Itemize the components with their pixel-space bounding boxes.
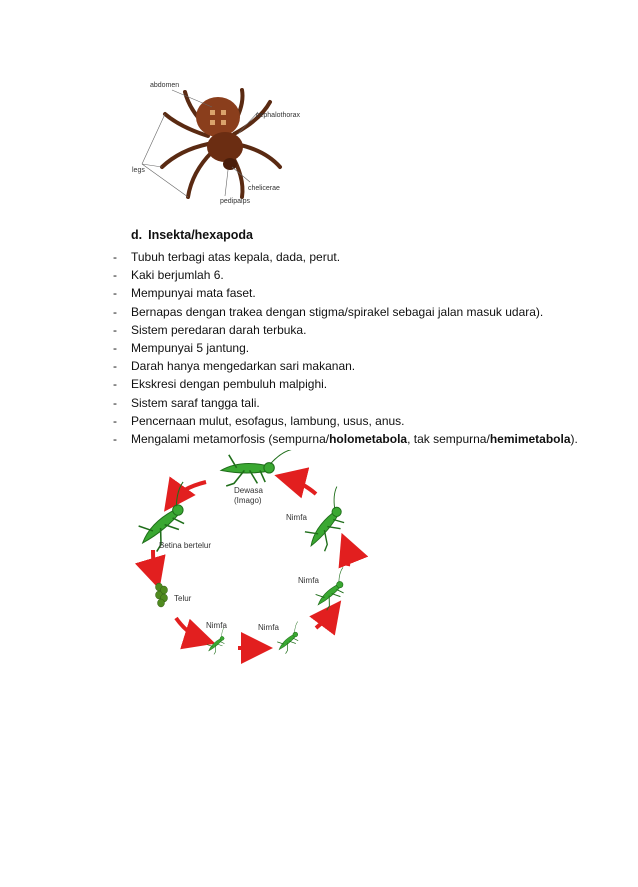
list-item <box>113 284 583 302</box>
egg-cluster-icon <box>156 583 168 607</box>
list-item-text: Darah hanya mengedarkan sari makanan. <box>131 359 356 374</box>
label-nymph-1: Nimfa <box>206 621 227 630</box>
label-nymph-2: Nimfa <box>258 623 279 632</box>
label-nymph-4: Nimfa <box>286 513 307 522</box>
characteristics-list <box>113 248 583 448</box>
list-item <box>113 303 583 321</box>
metamorphosis-text-1: Mengalami metamorfosis (sempurna/ <box>131 432 330 447</box>
label-egg: Telur <box>174 594 192 603</box>
list-item-text: Tubuh terbagi atas kepala, dada, perut. <box>131 250 341 264</box>
arrow-nymph3-to-nymph4 <box>346 544 349 566</box>
list-dash: - <box>113 250 117 264</box>
spider-anatomy-figure <box>130 72 310 208</box>
section-title: Insekta/hexapoda <box>148 228 254 242</box>
list-dash: - <box>113 359 117 374</box>
label-cephalothorax: cephalothorax <box>256 112 300 119</box>
list-item <box>113 248 583 266</box>
list-item <box>113 266 583 284</box>
label-legs: legs <box>132 167 145 174</box>
nymph-3-icon <box>310 567 357 612</box>
list-dash: - <box>113 377 117 392</box>
arrow-nymph2-to-nymph3 <box>316 610 334 628</box>
list-dash: - <box>113 286 117 301</box>
label-abdomen: abdomen <box>150 82 180 89</box>
label-pedipalps: pedipalps <box>220 198 250 205</box>
hemimetabola-term: hemimetabola <box>489 432 571 447</box>
chelicerae-shape <box>223 158 237 170</box>
label-imago: (Imago) <box>234 496 262 505</box>
list-dash: - <box>113 395 117 410</box>
label-chelicerae: chelicerae <box>248 185 280 192</box>
arrow-female-to-egg <box>153 550 156 578</box>
list-item <box>113 339 583 357</box>
section-heading <box>131 228 253 242</box>
list-item-text: Ekskresi dengan pembuluh malpighi. <box>131 377 328 392</box>
list-dash: - <box>113 413 117 428</box>
section-number: d. <box>131 228 143 242</box>
list-item-text: Sistem saraf tangga tali. <box>131 395 260 410</box>
arrow-nymph4-to-adult <box>286 478 316 494</box>
adult-grasshopper-icon <box>221 450 291 486</box>
nymph-1-icon <box>203 628 233 656</box>
list-dash: - <box>113 432 117 447</box>
list-dash: - <box>113 341 117 356</box>
list-dash: - <box>113 322 117 337</box>
holometabola-term: holometabola <box>329 432 408 447</box>
list-item <box>113 412 583 430</box>
list-item <box>113 375 583 393</box>
list-item-text: Bernapas dengan trakea dengan stigma/spirakel sebagai jalan masuk udara). <box>131 304 544 319</box>
list-dash: - <box>113 268 117 283</box>
list-item-text: Kaki berjumlah 6. <box>131 268 224 283</box>
label-adult: Dewasa <box>234 486 263 495</box>
arrow-egg-to-nymph1 <box>176 618 204 640</box>
metamorphosis-text-2: , tak sempurna/ <box>407 432 490 447</box>
list-item-metamorphosis <box>113 430 583 448</box>
list-item <box>113 357 583 375</box>
list-item <box>113 394 583 412</box>
grasshopper-lifecycle-figure <box>126 450 386 664</box>
list-item-text: Mempunyai 5 jantung. <box>131 341 250 356</box>
arrow-adult-to-female <box>171 482 206 502</box>
lifecycle-diagram <box>126 450 386 664</box>
label-female: Betina bertelur <box>159 541 212 550</box>
spider-illustration <box>130 72 310 208</box>
list-item-text: Pencernaan mulut, esofagus, lambung, usus, anus. <box>131 413 405 428</box>
label-nymph-3: Nimfa <box>298 576 319 585</box>
metamorphosis-text-3: ). <box>570 432 578 447</box>
cephalothorax-shape <box>207 132 243 162</box>
list-item-text: Mempunyai mata faset. <box>131 286 256 301</box>
list-dash: - <box>113 304 117 319</box>
list-item <box>113 321 583 339</box>
list-item-text: Sistem peredaran darah terbuka. <box>131 322 307 337</box>
